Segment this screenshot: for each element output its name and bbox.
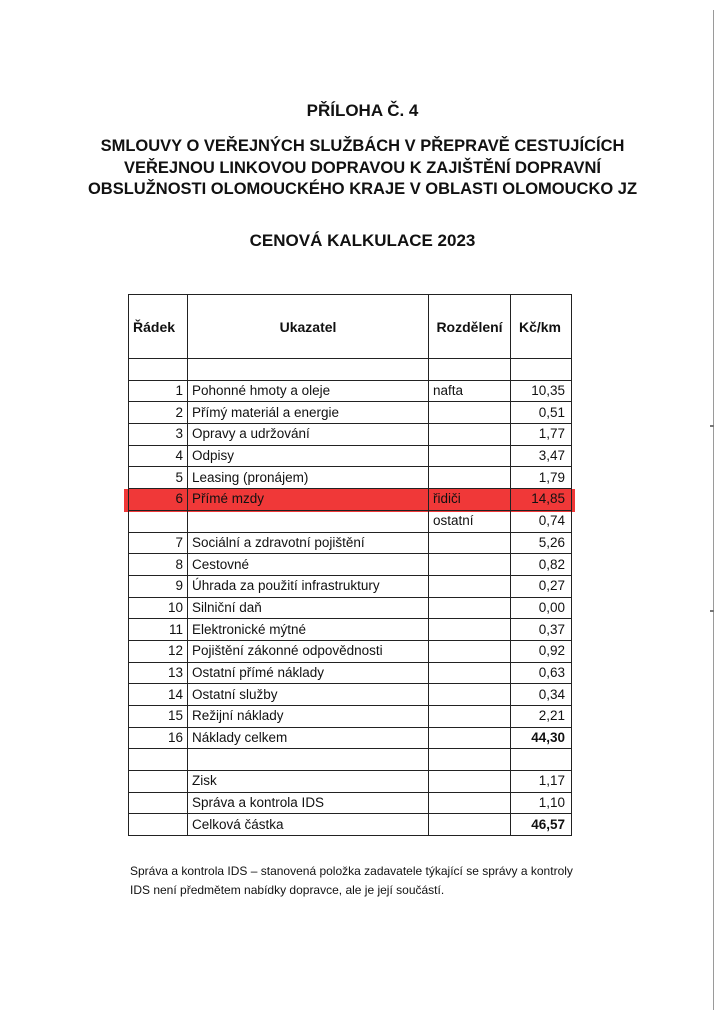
table-row (129, 662, 572, 684)
cell-indicator: Silniční daň (188, 597, 429, 619)
cell-indicator (188, 359, 429, 381)
cell-split (429, 727, 511, 749)
cell-row-number: 8 (129, 554, 188, 576)
cell-value: 10,35 (511, 380, 572, 402)
cell-split (429, 684, 511, 706)
cell-indicator: Úhrada za použití infrastruktury (188, 575, 429, 597)
cell-row-number (129, 749, 188, 771)
footnote-line: Správa a kontrola IDS – stanovená položka zadavatele týkající se správy a kontroly (130, 864, 573, 878)
cell-value: 0,00 (511, 597, 572, 619)
calculation-subtitle: CENOVÁ KALKULACE 2023 (249, 231, 476, 250)
table-row (129, 575, 572, 597)
footnote (130, 862, 600, 900)
cell-indicator: Celková částka (188, 814, 429, 836)
header-indicator: Ukazatel (188, 295, 429, 359)
cell-row-number: 7 (129, 532, 188, 554)
cell-row-number (129, 771, 188, 793)
cell-indicator: Ostatní přímé náklady (188, 662, 429, 684)
cell-value: 46,57 (511, 814, 572, 836)
cell-value: 0,74 (511, 510, 572, 532)
cell-row-number: 5 (129, 467, 188, 489)
cell-indicator: Sociální a zdravotní pojištění (188, 532, 429, 554)
cell-value: 0,63 (511, 662, 572, 684)
cell-split: ostatní (429, 510, 511, 532)
cell-row-number (129, 359, 188, 381)
footnote-line: IDS není předmětem nabídky dopravce, ale je její součástí. (130, 883, 445, 897)
cell-row-number (129, 814, 188, 836)
cell-value: 1,77 (511, 424, 572, 446)
table-row (129, 554, 572, 576)
cell-indicator: Přímé mzdy (188, 489, 429, 511)
cell-row-number: 14 (129, 684, 188, 706)
cell-value: 0,51 (511, 402, 572, 424)
cell-indicator: Elektronické mýtné (188, 619, 429, 641)
cell-split (429, 706, 511, 728)
table-row (129, 684, 572, 706)
page-edge-mark (710, 425, 714, 427)
cell-split: nafta (429, 380, 511, 402)
table-row (129, 771, 572, 793)
cell-value: 1,10 (511, 792, 572, 814)
cell-indicator (188, 510, 429, 532)
cell-split (429, 771, 511, 793)
cell-indicator (188, 749, 429, 771)
cell-split (429, 640, 511, 662)
cell-indicator: Režijní náklady (188, 706, 429, 728)
table-row (129, 359, 572, 381)
table-row (129, 424, 572, 446)
table-row (129, 640, 572, 662)
annex-title: PŘÍLOHA Č. 4 (306, 101, 419, 120)
contract-title-line: VEŘEJNOU LINKOVOU DOPRAVOU K ZAJIŠTĚNÍ DOPRAVNÍ (123, 158, 602, 177)
cell-row-number (129, 792, 188, 814)
table-row (129, 706, 572, 728)
table-row (129, 467, 572, 489)
cell-split (429, 597, 511, 619)
cell-indicator: Pojištění zákonné odpovědnosti (188, 640, 429, 662)
cell-indicator: Pohonné hmoty a oleje (188, 380, 429, 402)
cell-value: 3,47 (511, 445, 572, 467)
cell-value (511, 749, 572, 771)
cell-value: 0,92 (511, 640, 572, 662)
table-row (129, 532, 572, 554)
table-row (129, 814, 572, 836)
cell-indicator: Cestovné (188, 554, 429, 576)
table-row (129, 510, 572, 532)
cell-row-number: 4 (129, 445, 188, 467)
cell-row-number: 11 (129, 619, 188, 641)
cell-indicator: Odpisy (188, 445, 429, 467)
table-row (129, 749, 572, 771)
cell-value: 0,37 (511, 619, 572, 641)
cell-row-number: 12 (129, 640, 188, 662)
cell-row-number: 6 (129, 489, 188, 511)
cell-value: 1,79 (511, 467, 572, 489)
header-row-number: Řádek (129, 295, 188, 359)
cell-indicator: Náklady celkem (188, 727, 429, 749)
header-split: Rozdělení (429, 295, 511, 359)
cell-indicator: Zisk (188, 771, 429, 793)
cell-value: 0,82 (511, 554, 572, 576)
table-row (129, 619, 572, 641)
table-row (129, 445, 572, 467)
cell-split (429, 532, 511, 554)
cell-split (429, 554, 511, 576)
cell-row-number: 13 (129, 662, 188, 684)
cell-split (429, 749, 511, 771)
header-value: Kč/km (511, 295, 572, 359)
cell-row-number: 10 (129, 597, 188, 619)
cell-value: 2,21 (511, 706, 572, 728)
cell-split (429, 402, 511, 424)
cell-split (429, 619, 511, 641)
cell-row-number (129, 510, 188, 532)
cell-row-number: 3 (129, 424, 188, 446)
page-edge-line (713, 10, 714, 1010)
cell-split (429, 575, 511, 597)
cell-row-number: 1 (129, 380, 188, 402)
cell-indicator: Ostatní služby (188, 684, 429, 706)
table-row (129, 727, 572, 749)
cell-split: řidiči (429, 489, 511, 511)
cell-row-number: 2 (129, 402, 188, 424)
table-row (129, 597, 572, 619)
cell-split (429, 467, 511, 489)
cell-row-number: 9 (129, 575, 188, 597)
cell-value (511, 359, 572, 381)
cell-value: 0,27 (511, 575, 572, 597)
cell-value: 44,30 (511, 727, 572, 749)
cell-split (429, 445, 511, 467)
cell-split (429, 792, 511, 814)
table-row (129, 792, 572, 814)
contract-title (0, 136, 725, 201)
cell-indicator: Správa a kontrola IDS (188, 792, 429, 814)
contract-title-line: OBSLUŽNOSTI OLOMOUCKÉHO KRAJE V OBLASTI OLOMOUCKO JZ (87, 180, 638, 198)
table-header-row (129, 295, 572, 359)
cell-split (429, 814, 511, 836)
contract-title-line: SMLOUVY O VEŘEJNÝCH SLUŽBÁCH V PŘEPRAVĚ CESTUJÍCÍCH (100, 137, 625, 155)
cell-indicator: Přímý materiál a energie (188, 402, 429, 424)
cell-split (429, 424, 511, 446)
cell-value: 1,17 (511, 771, 572, 793)
page-edge-mark (710, 610, 714, 612)
table-row (129, 380, 572, 402)
cost-calculation-table (128, 294, 572, 836)
cell-value: 5,26 (511, 532, 572, 554)
cell-row-number: 16 (129, 727, 188, 749)
cell-row-number: 15 (129, 706, 188, 728)
cell-split (429, 662, 511, 684)
cell-indicator: Opravy a udržování (188, 424, 429, 446)
table-row (129, 402, 572, 424)
cell-indicator: Leasing (pronájem) (188, 467, 429, 489)
cell-value: 14,85 (511, 489, 572, 511)
cell-split (429, 359, 511, 381)
table-row (129, 489, 572, 511)
cell-value: 0,34 (511, 684, 572, 706)
